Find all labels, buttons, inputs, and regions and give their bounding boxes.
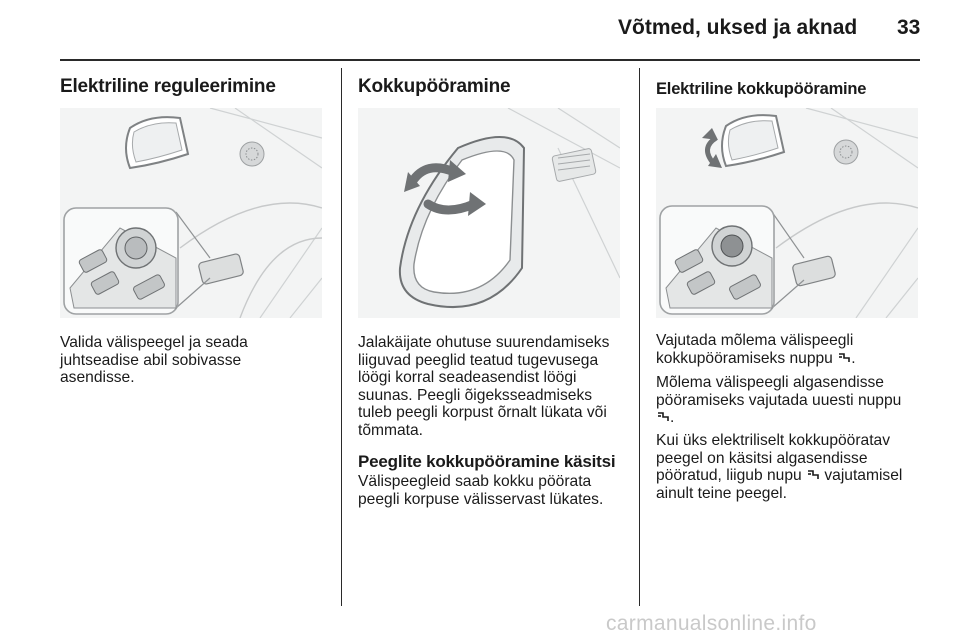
text-line: . [851, 349, 856, 367]
text-line: peegel on käsitsi algasendisse [656, 449, 868, 467]
text-line: pööratud, liigub nupu [656, 467, 802, 485]
col2-subparagraph [358, 473, 603, 508]
text-line: Kui üks elektriliselt kokkupööratav [656, 432, 891, 449]
col1-paragraph [60, 334, 248, 387]
text-line: suunas. Peegli õigeksseadmiseks [358, 386, 593, 404]
mirror-adjustment-illustration [60, 108, 322, 318]
col2-paragraph [358, 334, 609, 440]
text-line: Mõlema välispeegli algasendisse [656, 374, 884, 391]
column-electric-folding [656, 80, 866, 99]
text-line: liiguvad peeglid teatud tugevusega [358, 351, 599, 369]
text-line: peegli korpuse välisservast lükates. [358, 490, 604, 508]
mirror-switch-drawing [60, 108, 322, 318]
section-heading: Kokkupööramine [358, 76, 511, 97]
text-line: ainult teine peegel. [656, 484, 787, 502]
column-divider [639, 68, 640, 606]
text-line: pööramiseks vajutada uuesti nuppu [656, 391, 902, 409]
electric-folding-illustration [656, 108, 918, 318]
section-heading: Elektriline reguleerimine [60, 76, 276, 97]
column-divider [341, 68, 342, 606]
text-line: vajutamisel [820, 467, 903, 485]
manual-folding-heading: Peeglite kokkupööramine käsitsi [358, 452, 616, 471]
mirror-fold-drawing [358, 108, 620, 318]
text-line: tuleb peegli korpust õrnalt lükata või [358, 404, 607, 422]
mirror-fold-button-icon [838, 352, 850, 364]
text-line: tõmmata. [358, 421, 423, 439]
watermark: carmanualsonline.info [606, 612, 817, 635]
text-line: Jalakäijate ohutuse suurendamiseks [358, 334, 610, 351]
fold-switch-drawing [656, 108, 918, 318]
header-rule [60, 59, 920, 61]
text-line: Vajutada mõlema välispeegli [656, 332, 854, 349]
text-line: juhtseadise abil sobivasse [60, 351, 242, 369]
text-line: kokkupööramiseks nuppu [656, 349, 833, 367]
text-line: Välispeegleid saab kokku pöörata [358, 473, 592, 490]
text-line: löögi korral seadeasendist löögi [358, 369, 577, 387]
col3-paragraph-3 [656, 432, 902, 502]
text-line: Valida välispeegel ja seada [60, 334, 248, 351]
mirror-folding-illustration [358, 108, 620, 318]
col3-paragraph-1 [656, 332, 856, 367]
mirror-fold-button-icon [807, 469, 819, 481]
mirror-fold-button-icon [657, 411, 669, 423]
column-folding [358, 76, 510, 98]
page-number: 33 [897, 16, 921, 39]
text-line: . [670, 409, 675, 427]
column-electric-adjustment [60, 76, 276, 98]
col3-paragraph-2 [656, 374, 901, 427]
chapter-title: Võtmed, uksed ja aknad [618, 16, 858, 39]
text-line: asendisse. [60, 369, 135, 387]
section-heading: Elektriline kokkupööramine [656, 80, 867, 98]
